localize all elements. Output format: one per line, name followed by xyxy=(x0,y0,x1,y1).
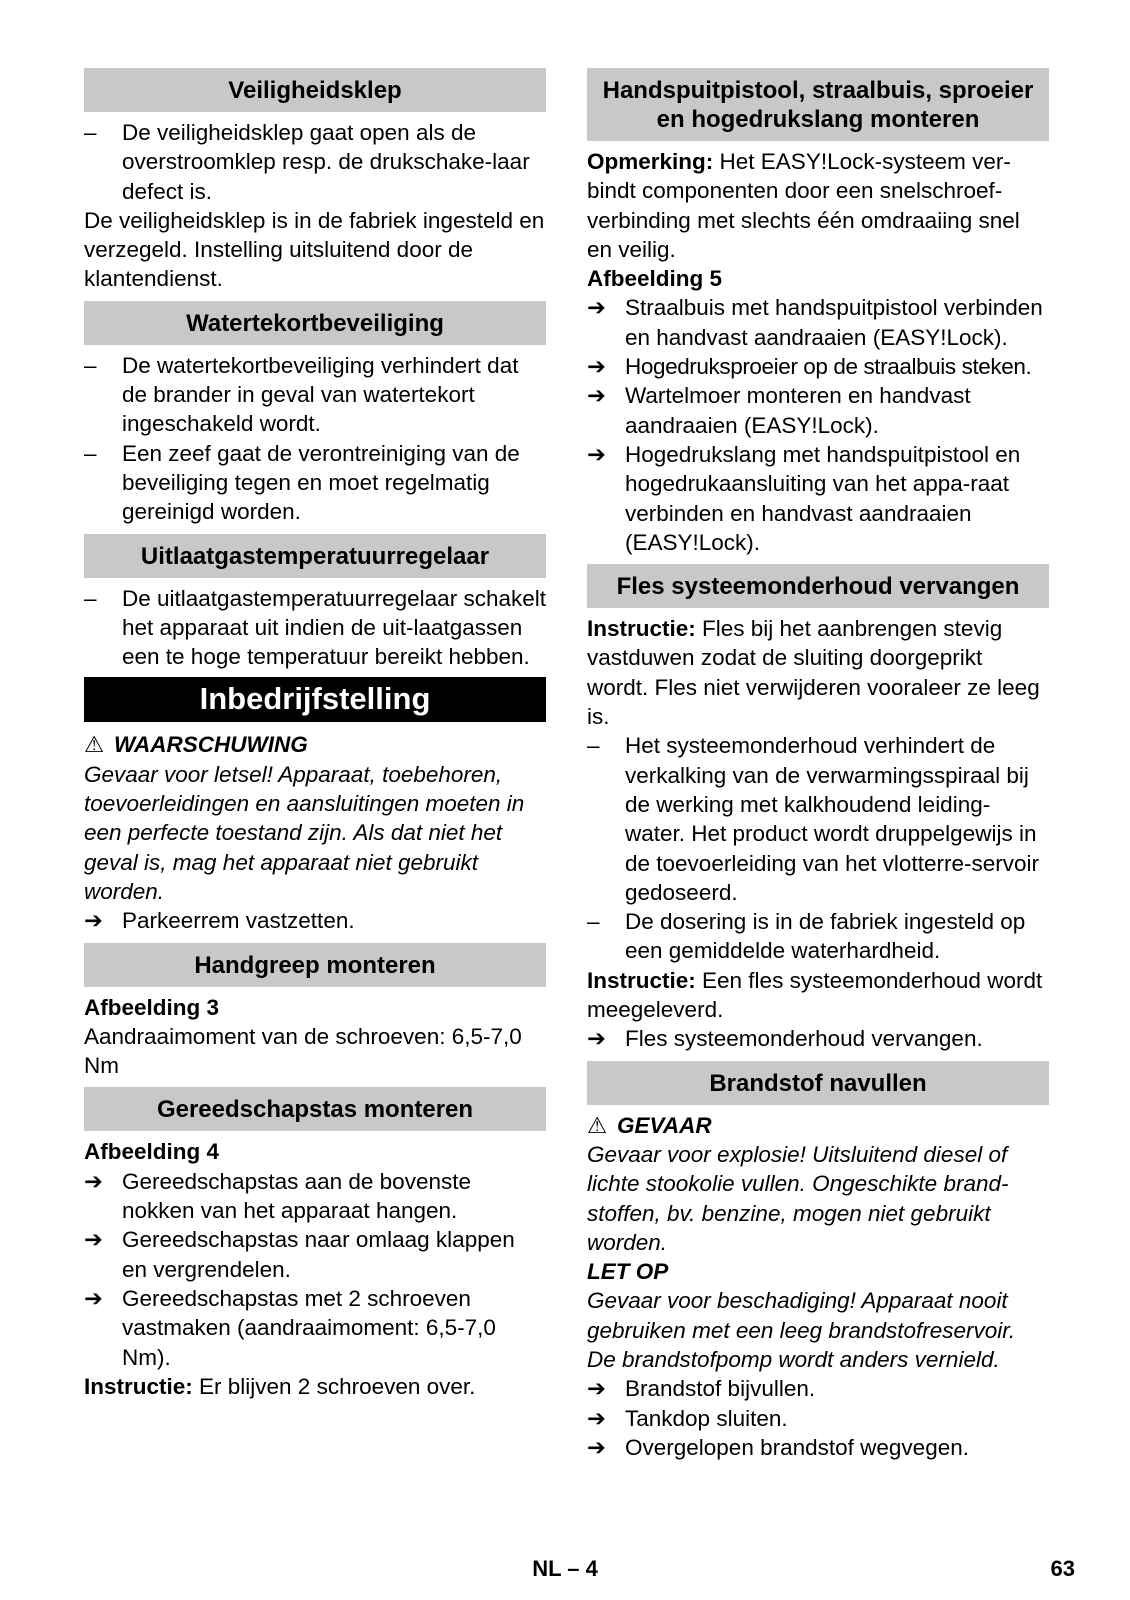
list-item-text: De dosering is in de fabriek ingesteld op een gemiddelde waterhardheid. xyxy=(625,909,1026,964)
dash-list xyxy=(84,118,546,206)
chapter-heading-inbedrijfstelling: Inbedrijfstelling xyxy=(84,677,546,722)
list-item xyxy=(84,351,546,439)
list-item xyxy=(587,440,1049,557)
step-text: Overgelopen brandstof wegvegen. xyxy=(625,1434,969,1460)
list-item xyxy=(84,1167,546,1226)
list-item xyxy=(84,1284,546,1372)
warning-icon: ⚠ xyxy=(84,732,105,758)
step-text: Hogedruksproeier op de straalbuis steken. xyxy=(625,354,1032,380)
danger-label-text: GEVAAR xyxy=(617,1112,712,1138)
list-item xyxy=(587,293,1049,352)
section-heading-gereedschapstas-monteren: Gereedschapstas monteren xyxy=(84,1087,546,1131)
section-heading-veiligheidsklep: Veiligheidsklep xyxy=(84,68,546,112)
step-text: Tankdop sluiten. xyxy=(625,1405,788,1431)
list-item xyxy=(587,381,1049,440)
list-item xyxy=(587,1024,1049,1053)
list-item xyxy=(84,1225,546,1284)
right-column xyxy=(587,68,1049,1462)
step-list xyxy=(587,293,1049,557)
list-item xyxy=(587,907,1049,966)
dash-icon: – xyxy=(84,352,97,378)
arrow-right-icon: ➔ xyxy=(587,354,606,380)
list-item-text: Een zeef gaat de verontreiniging van de beveiliging tegen en moet regelmatig gereinigd worden. xyxy=(122,440,520,525)
arrow-right-icon: ➔ xyxy=(84,1227,103,1253)
warning-icon: ⚠ xyxy=(587,1112,608,1138)
left-column xyxy=(84,68,546,1401)
dash-icon: – xyxy=(587,733,600,759)
warning-label xyxy=(84,730,546,759)
figure-reference: Afbeelding 4 xyxy=(84,1139,220,1165)
section-heading-uitlaatgastemperatuurregelaar: Uitlaatgastemperatuurregelaar xyxy=(84,534,546,578)
section-heading-fles-systeemonderhoud: Fles systeemonderhoud vervangen xyxy=(587,564,1049,608)
list-item xyxy=(587,1374,1049,1403)
remark-note xyxy=(587,147,1049,264)
dash-icon: – xyxy=(84,120,97,145)
list-item xyxy=(84,439,546,527)
page-number: 63 xyxy=(1050,1556,1075,1581)
footer-language-page: NL – 4 xyxy=(532,1556,598,1581)
note-text: Een fles systeemonderhoud wordt meegeleverd. xyxy=(587,967,1043,1023)
caution-text: Gevaar voor beschadiging! Apparaat nooit gebruiken met een leeg brandstofreservoir. De brandstofpomp wordt anders vernield. xyxy=(587,1288,1016,1372)
list-item xyxy=(587,731,1049,907)
step-list xyxy=(587,1374,1049,1462)
note-text: Het EASY!Lock-systeem ver-bindt componenten door een snelschroef-verbinding met slechts één omdraaiing snel en veilig. xyxy=(587,149,1020,262)
note-text: Fles bij het aanbrengen stevig vastduwen zodat de sluiting doorgeprikt wordt. Fles niet verwijderen vooraleer ze leeg is. xyxy=(587,616,1040,730)
warning-text: Gevaar voor letsel! Apparaat, toebehoren, toevoerleidingen en aansluitingen moeten in een perfecte toestand zijn. Als dat niet het geval is, mag het apparaat niet gebruikt worden. xyxy=(84,761,525,904)
note-label: Instructie: xyxy=(84,1373,193,1399)
step-text: Straalbuis met handspuitpistool verbinden en handvast aandraaien (EASY!Lock). xyxy=(625,295,1043,350)
arrow-right-icon: ➔ xyxy=(587,1376,606,1402)
figure-reference: Afbeelding 5 xyxy=(587,266,723,292)
step-text: Fles systeemonderhoud vervangen. xyxy=(625,1026,983,1052)
dash-list xyxy=(84,351,546,527)
arrow-right-icon: ➔ xyxy=(84,1285,103,1311)
paragraph: Aandraaimoment van de schroeven: 6,5-7,0 Nm xyxy=(84,1023,522,1079)
note-text: Er blijven 2 schroeven over. xyxy=(192,1373,476,1399)
list-item xyxy=(84,906,546,935)
section-heading-watertekortbeveiliging: Watertekortbeveiliging xyxy=(84,301,546,345)
step-text: Brandstof bijvullen. xyxy=(625,1376,816,1402)
list-item-text: Het systeemonderhoud verhindert de verkalking van de verwarmingsspiraal bij de werking met kalkhoudend leiding-water. Het product wordt druppelgewijs in de toevoerleiding van het vlotterre-servoir gedoseerd. xyxy=(625,733,1039,905)
arrow-right-icon: ➔ xyxy=(587,1405,606,1431)
instruction-note xyxy=(84,1372,546,1401)
warning-label-text: WAARSCHUWING xyxy=(114,732,308,758)
list-item xyxy=(84,584,546,672)
dash-list xyxy=(587,731,1049,965)
dash-icon: – xyxy=(587,909,600,935)
arrow-right-icon: ➔ xyxy=(587,441,606,467)
instruction-note xyxy=(587,966,1049,1025)
figure-reference: Afbeelding 3 xyxy=(84,994,220,1020)
list-item xyxy=(587,352,1049,381)
list-item xyxy=(84,118,546,206)
step-list xyxy=(84,906,546,935)
instruction-note xyxy=(587,614,1049,731)
step-text: Gereedschapstas naar omlaag klappen en vergrendelen. xyxy=(122,1227,515,1282)
list-item-text: De veiligheidsklep gaat open als de overstroomklep resp. de drukschake-laar defect is. xyxy=(122,120,530,204)
note-label: Opmerking: xyxy=(587,149,714,174)
note-label: Instructie: xyxy=(587,967,696,993)
dash-icon: – xyxy=(84,440,97,466)
arrow-right-icon: ➔ xyxy=(587,1434,606,1460)
step-text: Hogedrukslang met handspuitpistool en hogedrukaansluiting van het appa-raat verbinden en handvast aandraaien (EASY!Lock). xyxy=(625,441,1021,555)
danger-text: Gevaar voor explosie! Uitsluitend diesel of lichte stookolie vullen. Ongeschikte brand-stoffen, bv. benzine, mogen niet gebruikt worden. xyxy=(587,1141,1009,1255)
dash-icon: – xyxy=(84,585,97,611)
arrow-right-icon: ➔ xyxy=(84,1168,103,1194)
step-list xyxy=(84,1167,546,1372)
arrow-right-icon: ➔ xyxy=(84,908,103,934)
arrow-right-icon: ➔ xyxy=(587,1026,606,1052)
step-text: Gereedschapstas aan de bovenste nokken van het apparaat hangen. xyxy=(122,1168,471,1224)
step-text: Gereedschapstas met 2 schroeven vastmaken (aandraaimoment: 6,5-7,0 Nm). xyxy=(122,1285,496,1370)
section-heading-handgreep-monteren: Handgreep monteren xyxy=(84,943,546,987)
list-item xyxy=(587,1404,1049,1433)
list-item xyxy=(587,1433,1049,1462)
step-text: Wartelmoer monteren en handvast aandraaien (EASY!Lock). xyxy=(625,383,971,438)
section-heading-handspuitpistool-monteren: Handspuitpistool, straalbuis, sproeier en hogedrukslang monteren xyxy=(587,68,1049,141)
caution-label: LET OP xyxy=(587,1259,669,1285)
arrow-right-icon: ➔ xyxy=(587,295,606,321)
danger-label xyxy=(587,1111,1049,1140)
step-list xyxy=(587,1024,1049,1053)
section-heading-brandstof-navullen: Brandstof navullen xyxy=(587,1061,1049,1105)
note-label: Instructie: xyxy=(587,616,696,642)
step-text: Parkeerrem vastzetten. xyxy=(122,908,355,934)
arrow-right-icon: ➔ xyxy=(587,383,606,409)
dash-list xyxy=(84,584,546,672)
list-item-text: De watertekortbeveiliging verhindert dat de brander in geval van watertekort ingeschakeld wordt. xyxy=(122,352,519,437)
paragraph: De veiligheidsklep is in de fabriek ingesteld en verzegeld. Instelling uitsluitend door de klantendienst. xyxy=(84,207,545,292)
list-item-text: De uitlaatgastemperatuurregelaar schakelt het apparaat uit indien de uit-laatgassen een te hoge temperatuur bereikt hebben. xyxy=(122,585,546,670)
